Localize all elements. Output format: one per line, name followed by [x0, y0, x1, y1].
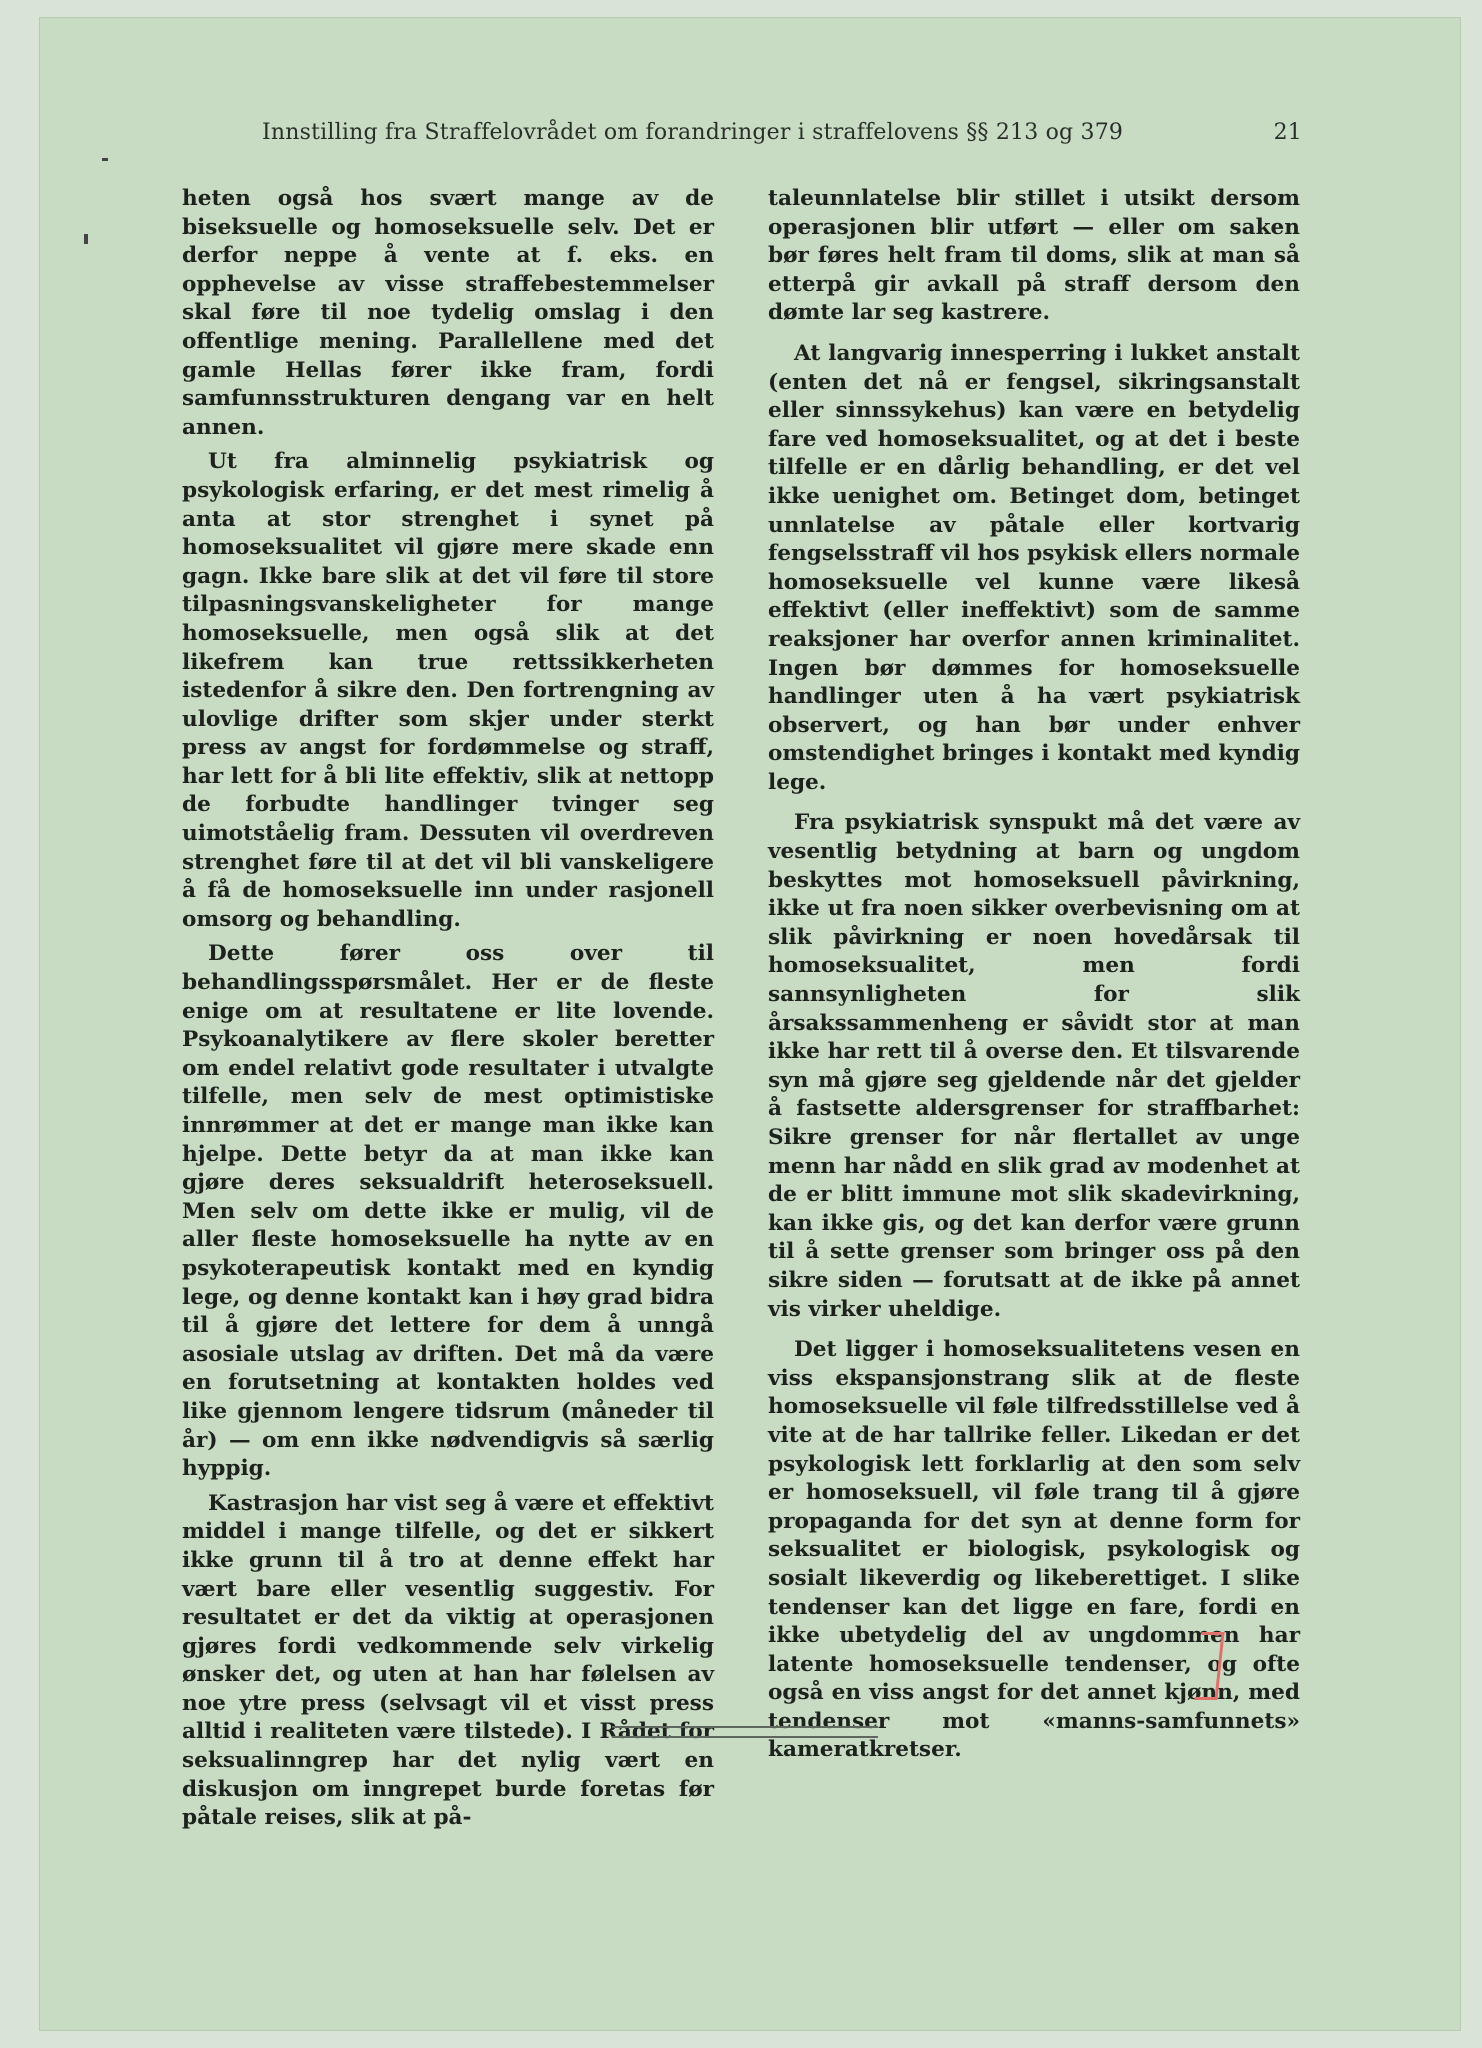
- paragraph: Det ligger i homoseksualitetens vesen en viss ekspansjonstrang slik at de fleste homoseksuelle vil føle tilfredsstillelse ved å vite at de har tallrike feller. Likedan er det psykologisk lett forklarlig at den som selv er homoseksuell, vil føle trang til å gjøre propaganda for det syn at denne form for seksualitet er biologisk, psykologisk og sosialt likeverdig og likeberettiget. I slike tendenser kan det ligge en fare, fordi en ikke ubetydelig del av ungdommen har latente homoseksuelle tendenser, og ofte også en viss angst for det annet kjønn, med tendenser mot «manns-samfunnets» kameratkretser.: [768, 1337, 1300, 1763]
- margin-mark: [102, 158, 108, 161]
- section-divider: [612, 1726, 878, 1738]
- header-title: Innstilling fra Straffelovrådet om forandringer i straffelovens §§ 213 og 379: [262, 120, 1124, 145]
- right-column: [768, 185, 1300, 1765]
- paragraph: taleunnlatelse blir stillet i utsikt dersom operasjonen blir utført — eller om saken bør føres helt fram til doms, slik at man så etterpå gir avkall på straff dersom den dømte lar seg kastrere.: [768, 186, 1300, 326]
- paragraph: Fra psykiatrisk synspukt må det være av vesentlig betydning at barn og ungdom beskyttes mot homoseksuell påvirkning, ikke ut fra noen sikker overbevisning om at slik påvirkning er noen hovedårsak til homoseksualitet, men fordi sannsynligheten for slik årsakssammenheng er såvidt stor at man ikke har rett til å overse den. Et tilsvarende syn må gjøre seg gjeldende når det gjelder å fastsette aldersgrenser for straffbarhet: Sikre grenser for når flertallet av unge menn har nådd en slik grad av modenhet at de er blitt immune mot slik skadevirkning, kan ikke gis, og det kan derfor være grunn til å sette grenser som bringer oss på den sikre siden — forutsatt at de ikke på annet vis virker uheldige.: [768, 810, 1300, 1322]
- paragraph: heten også hos svært mange av de biseksuelle og homoseksuelle selv. Det er derfor neppe å vente at f. eks. en opphevelse av visse straffebestemmelser skal føre til noe tydelig omslag i den offentlige mening. Parallellene med det gamle Hellas fører ikke fram, fordi samfunnsstrukturen dengang var en helt annen.: [182, 186, 714, 440]
- left-column: [182, 185, 714, 1833]
- running-header: [262, 120, 1302, 154]
- margin-mark: [84, 234, 88, 244]
- paragraph: Kastrasjon har vist seg å være et effektivt middel i mange tilfelle, og det er sikkert ikke grunn til å tro at denne effekt har vært bare eller vesentlig suggestiv. For resultatet er det da viktig at operasjonen gjøres fordi vedkommende selv virkelig ønsker det, og uten at han har følelsen av noe ytre press (selvsagt vil et visst press alltid i realiteten være tilstede). I Rådet for seksualinngrep har det nylig vært en diskusjon om inngrepet burde foretas før påtale reises, slik at på-: [182, 1490, 714, 1831]
- paragraph: Ut fra alminnelig psykiatrisk og psykologisk erfaring, er det mest rimelig å anta at stor strenghet i synet på homoseksualitet vil gjøre mere skade enn gagn. Ikke bare slik at det vil føre til store tilpasningsvanskeligheter for mange homoseksuelle, men også slik at det likefrem kan true rettssikkerheten istedenfor å sikre den. Den fortrengning av ulovlige drifter som skjer under sterkt press av angst for fordømmelse og straff, har lett for å bli lite effektiv, slik at nettopp de forbudte handlinger tvinger seg uimotståelig fram. Dessuten vil overdreven strenghet føre til at det vil bli vanskeligere å få de homoseksuelle inn under rasjonell omsorg og behandling.: [182, 449, 714, 932]
- paragraph: At langvarig innesperring i lukket anstalt (enten det nå er fengsel, sikringsanstalt eller sinnssykehus) kan være en betydelig fare ved homoseksualitet, og at det i beste tilfelle er en dårlig behandling, er det vel ikke uenighet om. Betinget dom, betinget unnlatelse av påtale eller kortvarig fengselsstraff vil hos psykisk ellers normale homoseksuelle vel kunne være likeså effektivt (eller ineffektivt) som de samme reaksjoner har overfor annen kriminalitet. Ingen bør dømmes for homoseksuelle handlinger uten å ha vært psykiatrisk observert, og han bør under enhver omstendighet bringes i kontakt med kyndig lege.: [768, 340, 1300, 795]
- paragraph: Dette fører oss over til behandlingsspørsmålet. Her er de fleste enige om at resultatene er lite lovende. Psykoanalytikere av flere skoler beretter om endel relativt gode resultater i utvalgte tilfelle, men selv de mest optimistiske innrømmer at det er mange man ikke kan hjelpe. Dette betyr da at man ikke kan gjøre deres seksualdrift heteroseksuell. Men selv om dette ikke er mulig, vil de aller fleste homoseksuelle ha nytte av en psykoterapeutisk kontakt med en kyndig lege, og denne kontakt kan i høy grad bidra til å gjøre det lettere for dem å unngå asosiale utslag av driften. Det må da være en forutsetning at kontakten holdes ved like gjennom lengere tidsrum (måneder til år) — om enn ikke nødvendigvis så særlig hyppig.: [182, 941, 714, 1482]
- page-number: 21: [1273, 120, 1302, 145]
